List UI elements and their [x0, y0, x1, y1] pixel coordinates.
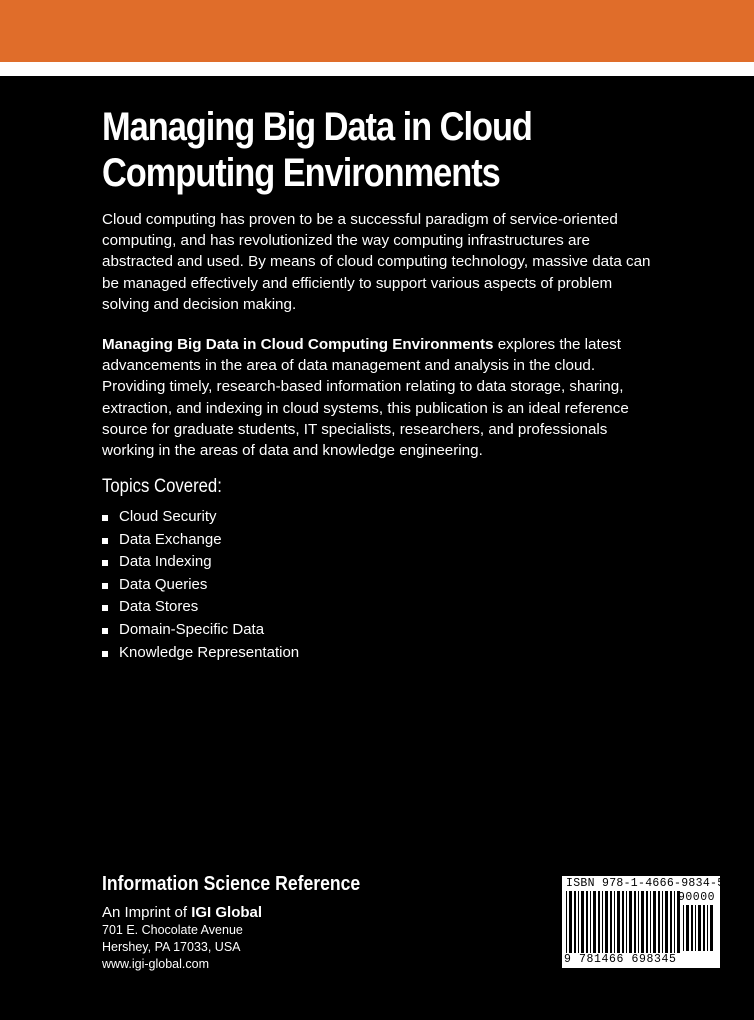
topic-label: Data Indexing — [119, 553, 212, 571]
description-paragraph-1: Cloud computing has proven to be a successful paradigm of service-oriented computing, and has revolutionized the way computing infrastructures are abstracted and used. By means of cloud computing technology, massive data can be managed effectively and efficiently to support various aspects of problem solving and decision making. — [102, 211, 651, 313]
description-text: explores the latest advancements in the area of data management and analysis in the cloud. Providing timely, research-based information relating to data storage, sharing, extraction, and indexing in cloud systems, this publication is an ideal reference source for graduate students, IT specialists, researchers, and professionals working in the areas of data and knowledge engineering. — [102, 336, 629, 460]
topic-label: Data Stores — [119, 598, 199, 616]
barcode-bar — [617, 891, 620, 953]
barcode-bar — [703, 905, 705, 951]
square-bullet-icon — [102, 538, 108, 544]
barcode-bar — [665, 891, 668, 953]
barcode-bar — [641, 891, 644, 953]
barcode-bar — [634, 891, 636, 953]
topic-label: Data Exchange — [119, 530, 222, 548]
square-bullet-icon — [102, 583, 108, 589]
barcode-bar — [670, 891, 672, 953]
barcode-bar — [650, 891, 651, 953]
barcode-bar — [646, 891, 648, 953]
list-item — [102, 596, 299, 619]
top-accent-band — [0, 0, 754, 62]
barcode-bar — [598, 891, 600, 953]
isbn-label: ISBN 978-1-4666-9834-5 — [566, 877, 725, 890]
white-stripe — [0, 62, 754, 76]
barcode-bars — [566, 891, 680, 953]
barcode-bar — [593, 891, 596, 953]
barcode-bar — [683, 905, 684, 951]
square-bullet-icon — [102, 605, 108, 611]
isbn-barcode — [562, 876, 725, 968]
price-barcode-bars — [683, 905, 715, 951]
barcode-bar — [581, 891, 584, 953]
website-link[interactable]: www.igi-global.com — [102, 957, 209, 971]
address-line-2: Hershey, PA 17033, USA — [102, 940, 241, 954]
topic-label: Cloud Security — [119, 508, 217, 525]
barcode-bar — [578, 891, 579, 953]
barcode-bar — [638, 891, 639, 953]
list-item — [102, 642, 299, 665]
barcode-bar — [610, 891, 612, 953]
barcode-bar — [658, 891, 660, 953]
barcode-bar — [602, 891, 603, 953]
barcode-bar — [698, 905, 701, 951]
barcode-bar — [586, 891, 588, 953]
imprint-line — [102, 904, 262, 921]
topic-label: Knowledge Representation — [119, 643, 300, 661]
barcode-bar — [707, 905, 708, 951]
barcode-bar — [686, 905, 689, 951]
barcode-digits: 9 781466 698345 — [564, 953, 677, 966]
list-item — [102, 574, 299, 597]
barcode-bar — [614, 891, 615, 953]
barcode-bar — [622, 891, 624, 953]
barcode-bar — [662, 891, 663, 953]
barcode-bar — [653, 891, 656, 953]
square-bullet-icon — [102, 560, 108, 566]
topic-label: Domain-Specific Data — [119, 620, 265, 638]
barcode-bar — [691, 905, 693, 951]
imprint-prefix: An Imprint of — [102, 904, 192, 921]
parent-publisher: IGI Global — [191, 904, 263, 921]
barcode-bar — [574, 891, 576, 953]
topics-heading: Topics Covered: — [102, 476, 222, 497]
barcode-bar — [626, 891, 627, 953]
list-item — [102, 551, 299, 574]
address-line-1: 701 E. Chocolate Avenue — [102, 923, 243, 937]
barcode-bar — [695, 905, 696, 951]
square-bullet-icon — [102, 515, 108, 521]
barcode-bar — [569, 891, 572, 953]
barcode-bar — [566, 891, 567, 953]
square-bullet-icon — [102, 628, 108, 634]
barcode-bar — [710, 905, 713, 951]
topics-list — [102, 506, 299, 664]
book-title: Managing Big Data in Cloud Computing Environments — [102, 105, 532, 195]
square-bullet-icon — [102, 651, 108, 657]
barcode-bar — [605, 891, 608, 953]
barcode-bar — [674, 891, 675, 953]
description-book-title: Managing Big Data in Cloud Computing Environments — [102, 336, 494, 353]
list-item — [102, 619, 299, 642]
barcode-bar — [629, 891, 632, 953]
list-item — [102, 506, 299, 529]
barcode-bar — [590, 891, 591, 953]
list-item — [102, 529, 299, 552]
topic-label: Data Queries — [119, 575, 208, 593]
price-code: 90000 — [677, 891, 715, 904]
description-paragraph-2 — [102, 334, 662, 461]
imprint-name: Information Science Reference — [102, 873, 361, 895]
